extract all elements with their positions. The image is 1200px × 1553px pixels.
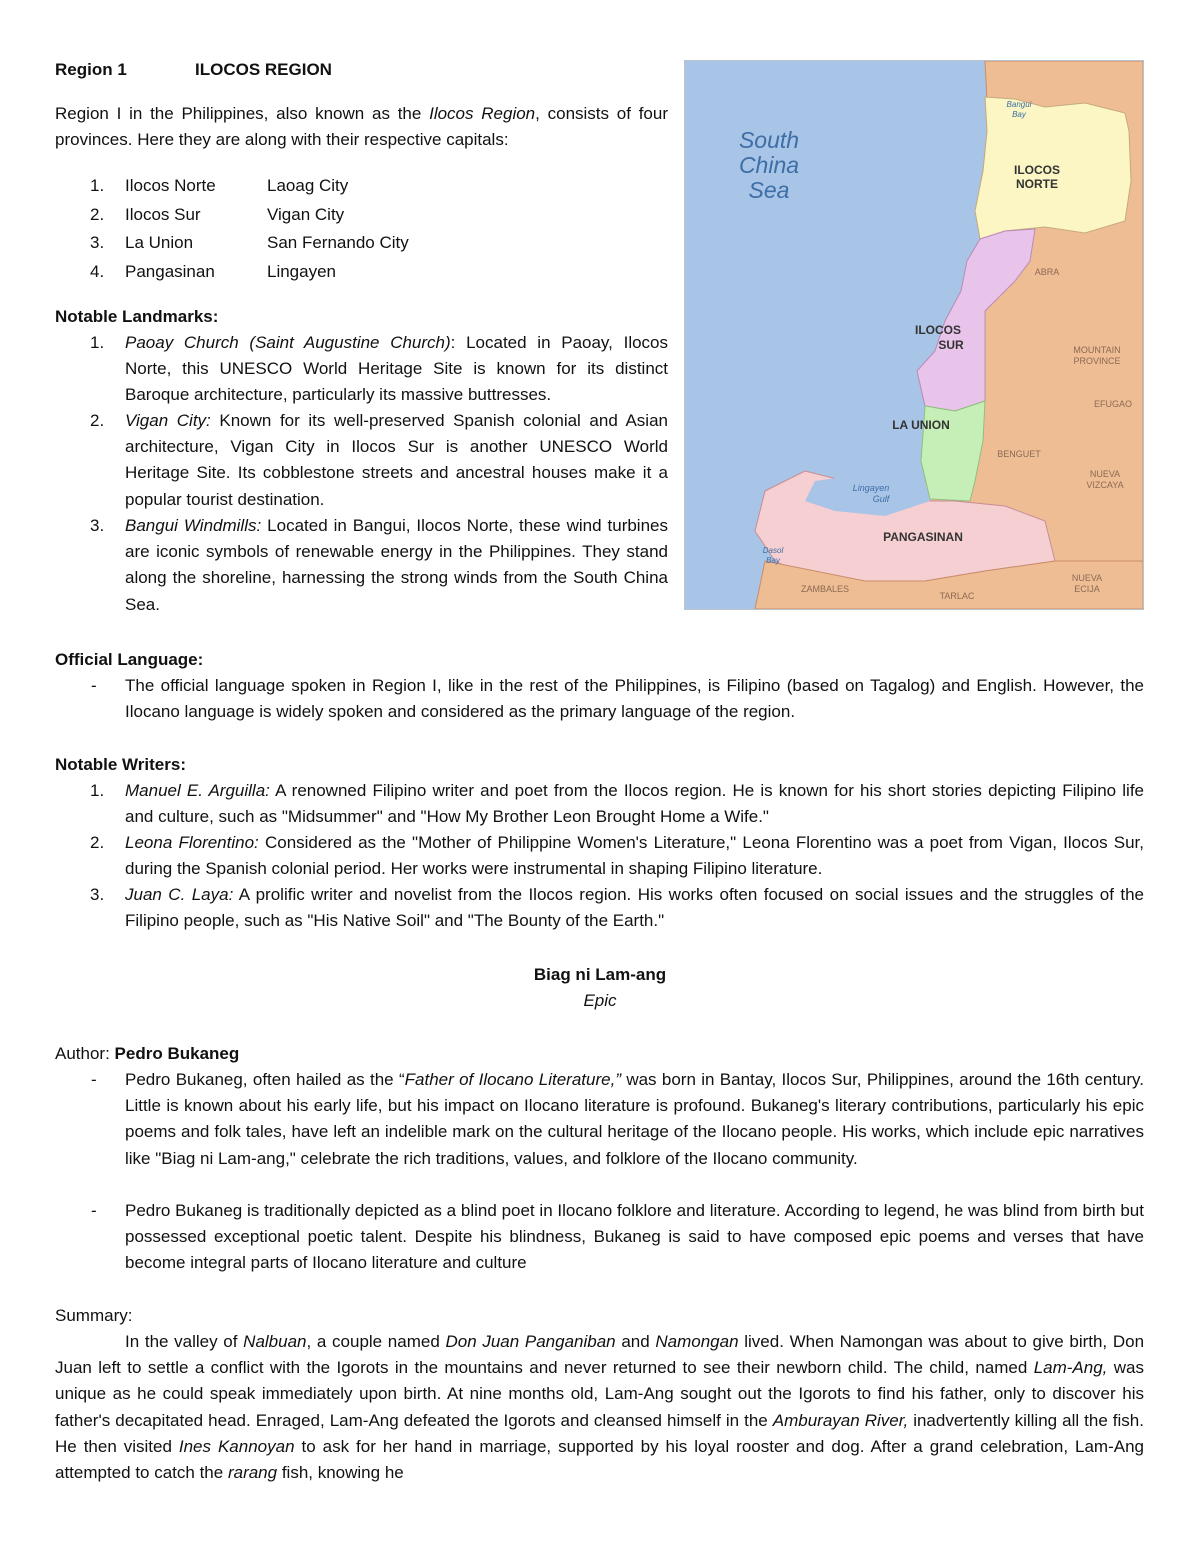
- author-bio-paragraph: [125, 1067, 1144, 1172]
- region-map: [684, 60, 1144, 610]
- map-label-sea: South: [738, 127, 800, 153]
- author-label: Author:: [55, 1044, 115, 1063]
- author-bio-paragraph: [125, 1198, 1144, 1277]
- summary-italic: Nalbuan: [243, 1332, 307, 1351]
- map-label-dasol-bay: Dasol: [762, 546, 784, 555]
- intro-text-end: , consists of four provinces. Here they are along with their respective capitals:: [55, 104, 669, 150]
- list-number: 3.: [90, 516, 105, 535]
- map-label-lingayen-gulf: Lingayen: [852, 483, 890, 493]
- author-line: [55, 1041, 239, 1067]
- summary-text: to ask for her hand in marriage, supported by his loyal rooster and dog. After a grand celebration, Lam-Ang attempted to catch the: [55, 1436, 1144, 1483]
- writer-name: Leona Florentino:: [125, 833, 259, 852]
- map-label-la-union: LA UNION: [892, 418, 950, 432]
- summary-text: lived. When Namongan was about to give birth, Don Juan left to settle a conflict with the Igorots in the mountains and never returned to see their newborn child. The child, named: [55, 1332, 1145, 1378]
- author-bio-text: Pedro Bukaneg is traditionally depicted as a blind poet in Ilocano folklore and literature. According to legend, he was blind from birth but possessed exceptional poetic talent. Despite his blindness, Bukaneg is said to have composed epic poems and verses that have become integral parts of Ilocano literature and culture: [125, 1201, 1144, 1273]
- writers-heading: Notable Writers:: [55, 755, 186, 774]
- summary-text: was unique as he could speak immediately upon birth. At nine months old, Lam-Ang sought out the Igorots to find his father, only to discover his father's decapitated head. Enraged, Lam-Ang defeated the Igorots and cleansed himself in the: [55, 1358, 1144, 1430]
- writer-name: Juan C. Laya:: [125, 885, 234, 904]
- map-label-ilocos-sur: SUR: [938, 338, 964, 352]
- map-label-abra: ABRA: [1034, 267, 1060, 277]
- map-label-nueva-vizcaya: NUEVA: [1089, 469, 1121, 479]
- map-label-benguet: BENGUET: [997, 449, 1041, 459]
- author-bio-italic: Father of Ilocano Literature,”: [404, 1070, 621, 1089]
- capital-name: Laoag City: [267, 176, 349, 195]
- writer-text: A prolific writer and novelist from the Ilocos region. His works often focused on social issues and the struggles of the Filipino people, such as "His Native Soil" and "The Bounty of the Earth.": [125, 885, 1144, 931]
- capital-name: San Fernando City: [267, 233, 409, 252]
- landmarks-heading: Notable Landmarks:: [55, 307, 219, 326]
- bullet-dash: -: [91, 676, 97, 695]
- summary-paragraph: [55, 1329, 1144, 1486]
- province-name: Ilocos Norte: [125, 176, 216, 195]
- map-label-ilocos-norte: NORTE: [1016, 177, 1058, 191]
- landmark-text: Located in Bangui, Ilocos Norte, these wind turbines are iconic symbols of renewable energy in the Philippines. They stand along the shoreline, harnessing the strong winds from the South China Sea.: [125, 516, 668, 614]
- capital-name: Vigan City: [267, 205, 345, 224]
- list-number: 2.: [90, 411, 105, 430]
- map-label-ilocos-sur: ILOCOS: [914, 323, 962, 337]
- list-number: 1.: [90, 333, 105, 352]
- landmark-item: [125, 513, 668, 618]
- map-label-nueva-vizcaya: VIZCAYA: [1086, 480, 1124, 490]
- province-name: Pangasinan: [125, 262, 215, 281]
- summary-text: inadvertently killing all the fish. He then visited: [55, 1410, 1144, 1456]
- map-label-lingayen-gulf: Gulf: [872, 494, 890, 504]
- epic-title: Biag ni Lam-ang: [533, 965, 667, 984]
- summary-text: fish, knowing he: [277, 1463, 404, 1483]
- writer-item: [125, 882, 1144, 934]
- summary-text: In the valley of: [125, 1332, 244, 1351]
- summary-italic: Ines Kannoyan: [178, 1436, 295, 1456]
- map-label-mountain-province: MOUNTAIN: [1073, 345, 1121, 355]
- list-number: 3.: [90, 233, 105, 252]
- landmark-item: [125, 330, 668, 409]
- bullet-dash: -: [91, 1201, 97, 1220]
- map-label-pangasinan: PANGASINAN: [883, 530, 963, 544]
- writer-item: [125, 830, 1144, 882]
- intro-text: Region I in the Philippines, also known as the: [55, 104, 430, 123]
- map-label-ilocos-norte: ILOCOS: [1013, 163, 1061, 177]
- map-label-bay: Bangui: [1006, 100, 1032, 109]
- list-number: 1.: [90, 781, 105, 800]
- map-label-dasol-bay: Bay: [766, 556, 780, 565]
- map-label-nueva-ecija: ECIJA: [1074, 584, 1100, 594]
- list-number: 4.: [90, 262, 105, 281]
- map-label-sea: China: [738, 152, 800, 178]
- landmark-title: Bangui Windmills:: [125, 516, 262, 535]
- map-label-mountain-province: PROVINCE: [1073, 356, 1121, 366]
- summary-text: , a couple named: [306, 1332, 446, 1351]
- landmark-title: Paoay Church (Saint Augustine Church): [125, 333, 451, 352]
- language-text: The official language spoken in Region I, like in the rest of the Philippines, is Filipino (based on Tagalog) and English. However, the Ilocano language is widely spoken and considered as the primary language of the region.: [125, 676, 1144, 722]
- map-label-bay: Bay: [1012, 110, 1026, 119]
- summary-italic: rarang: [227, 1463, 278, 1483]
- intro-paragraph: [55, 101, 668, 153]
- province-name: Ilocos Sur: [125, 205, 201, 224]
- map-label-ifugao: EFUGAO: [1093, 399, 1133, 409]
- writer-name: Manuel E. Arguilla:: [125, 781, 270, 800]
- map-label-nueva-ecija: NUEVA: [1071, 573, 1103, 583]
- summary-text: and: [615, 1332, 656, 1351]
- list-number: 2.: [90, 205, 105, 224]
- landmark-text: Known for its well-preserved Spanish colonial and Asian architecture, Vigan City in Ilocos Sur is another UNESCO World Heritage Site. Its cobblestone streets and ancestral houses make it a popular tourist destination.: [125, 411, 668, 509]
- intro-italic: Ilocos Region: [429, 104, 536, 123]
- language-heading: Official Language:: [55, 650, 204, 669]
- region-name: ILOCOS REGION: [195, 60, 332, 79]
- summary-italic: Amburayan River,: [772, 1410, 909, 1430]
- landmark-title: Vigan City:: [125, 411, 211, 430]
- capital-name: Lingayen: [267, 262, 337, 281]
- landmark-text: : Located in Paoay, Ilocos Norte, this UNESCO World Heritage Site is known for its distinct Baroque architecture, particularly its massive buttresses.: [125, 333, 669, 405]
- author-bio-text: Pedro Bukaneg, often hailed as the “: [125, 1070, 405, 1089]
- list-number: 1.: [90, 176, 105, 195]
- writer-text: Considered as the "Mother of Philippine Women's Literature," Leona Florentino was a poet from Vigan, Ilocos Sur, during the Spanish colonial period. Her works were instrumental in shaping Filipino literature.: [125, 833, 1144, 879]
- summary-label: Summary:: [55, 1306, 133, 1325]
- summary-italic: Lam-Ang,: [1033, 1358, 1108, 1378]
- map-label-sea: Sea: [748, 177, 790, 203]
- summary-italic: Namongan: [655, 1332, 739, 1351]
- map-label-tarlac: TARLAC: [939, 591, 975, 601]
- author-name: Pedro Bukaneg: [114, 1044, 240, 1063]
- region-number: Region 1: [55, 60, 127, 79]
- list-number: 3.: [90, 885, 105, 904]
- summary-italic: Don Juan Panganiban: [445, 1332, 616, 1351]
- map-label-zambales: ZAMBALES: [800, 584, 850, 594]
- bullet-dash: -: [91, 1070, 97, 1089]
- author-bio-text-end: was born in Bantay, Ilocos Sur, Philippines, around the 16th century. Little is known about his early life, but his impact on Ilocano literature is profound. Bukaneg's literary contributions, particularly his epic poems and folk tales, have left an indelible mark on the cultural heritage of the Ilocano people. His works, which include epic narratives like "Biag ni Lam-ang," celebrate the rich traditions, values, and folklore of the Ilocano community.: [125, 1070, 1144, 1168]
- writer-text: A renowned Filipino writer and poet from the Ilocos region. He is known for his short stories depicting Filipino life and culture, such as "Midsummer" and "How My Brother Leon Brought Home a Wife.": [125, 781, 1144, 827]
- writer-item: [125, 778, 1144, 830]
- list-number: 2.: [90, 833, 105, 852]
- epic-subtitle: Epic: [583, 991, 617, 1010]
- province-name: La Union: [125, 233, 194, 252]
- landmark-item: [125, 408, 668, 513]
